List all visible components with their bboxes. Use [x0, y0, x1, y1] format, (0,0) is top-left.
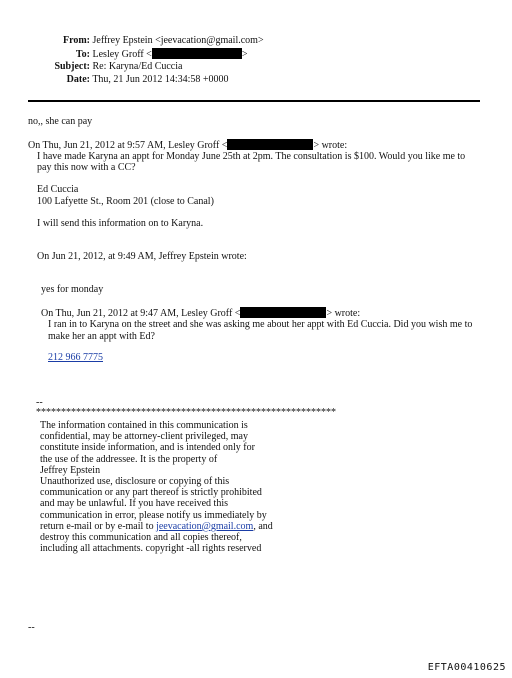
quote1-send: I will send this information on to Karyna.	[37, 218, 204, 229]
from-label: From:	[62, 35, 90, 46]
quote1-line2: pay this now with a CC?	[37, 162, 136, 173]
phone-link[interactable]: 212 966 7775	[48, 352, 103, 363]
disclaimer-body	[40, 420, 273, 554]
redaction-bar	[152, 48, 242, 59]
document-id: EFTA00410625	[427, 662, 506, 673]
quote3-intro-suffix: > wrote:	[326, 308, 361, 319]
quote3-line1: I ran in to Karyna on the street and she was asking me about her appt with Ed Cuccia. Did you wish me to	[48, 319, 473, 330]
quote2-intro: On Jun 21, 2012, at 9:49 AM, Jeffrey Epstein wrote:	[37, 251, 247, 262]
reply-text: no,, she can pay	[28, 116, 93, 127]
disclaimer-stars: ************************************************************	[36, 407, 336, 418]
from-value: Jeffrey Epstein <jeevacation@gmail.com>	[92, 35, 264, 46]
quote3-line2: make her an appt with Ed?	[48, 331, 155, 342]
disclaimer-line: and may be unlawful. If you have received this	[40, 498, 228, 510]
disclaimer-email-prefix: return e-mail or by e-mail to	[40, 520, 157, 532]
disclaimer-line: communication in error, please notify us immediately by	[40, 509, 267, 521]
disclaimer-line: Jeffrey Epstein	[40, 464, 101, 476]
disclaimer-line: communication or any part thereof is strictly prohibited	[40, 487, 262, 499]
date-value: Thu, 21 Jun 2012 14:34:58 +0000	[92, 74, 229, 85]
quote1-addr2: 100 Lafyette St., Room 201 (close to Canal)	[37, 196, 214, 207]
to-value-prefix: Lesley Groff <	[92, 49, 152, 60]
quote1-addr1: Ed Cuccia	[37, 184, 79, 195]
disclaimer-line: destroy this communication and all copies thereof,	[40, 532, 242, 544]
quote3-intro-prefix: On Thu, Jun 21, 2012 at 9:47 AM, Lesley Groff <	[41, 308, 241, 319]
email-link[interactable]: jeevacation@gmail.com	[156, 520, 254, 532]
disclaimer-line: including all attachments. copyright -all rights reserved	[40, 543, 262, 555]
disclaimer-email-suffix: , and	[253, 520, 273, 532]
disclaimer-line: the use of the addressee. It is the property of	[40, 453, 218, 465]
disclaimer-line: constitute inside information, and is intended only for	[40, 442, 255, 454]
subject-label: Subject:	[54, 61, 90, 72]
disclaimer-line: Unauthorized use, disclosure or copying of this	[40, 476, 230, 488]
quote1-intro-prefix: On Thu, Jun 21, 2012 at 9:57 AM, Lesley Groff <	[28, 140, 228, 151]
date-label: Date:	[66, 74, 90, 85]
redaction-bar	[227, 139, 313, 150]
quote1-intro-suffix: > wrote:	[313, 140, 348, 151]
bottom-dashes: --	[28, 622, 35, 633]
quote1-line1: I have made Karyna an appt for Monday June 25th at 2pm. The consultation is $100. Would you like me to	[37, 151, 466, 162]
disclaimer-line: confidential, may be attorney-client privileged, may	[40, 431, 248, 443]
header-from	[28, 35, 264, 47]
to-value-suffix: >	[241, 49, 248, 60]
to-label: To:	[75, 49, 90, 60]
header-to	[28, 48, 247, 61]
header-subject	[28, 61, 182, 73]
disclaimer-dashes: --	[36, 397, 43, 408]
header-date	[28, 74, 229, 86]
disclaimer-line: The information contained in this communication is	[40, 420, 248, 431]
disclaimer-email-line	[40, 521, 273, 532]
quote2-body: yes for monday	[41, 284, 104, 295]
redaction-bar	[240, 307, 326, 318]
subject-value: Re: Karyna/Ed Cuccia	[92, 61, 183, 72]
header-divider	[28, 100, 480, 102]
